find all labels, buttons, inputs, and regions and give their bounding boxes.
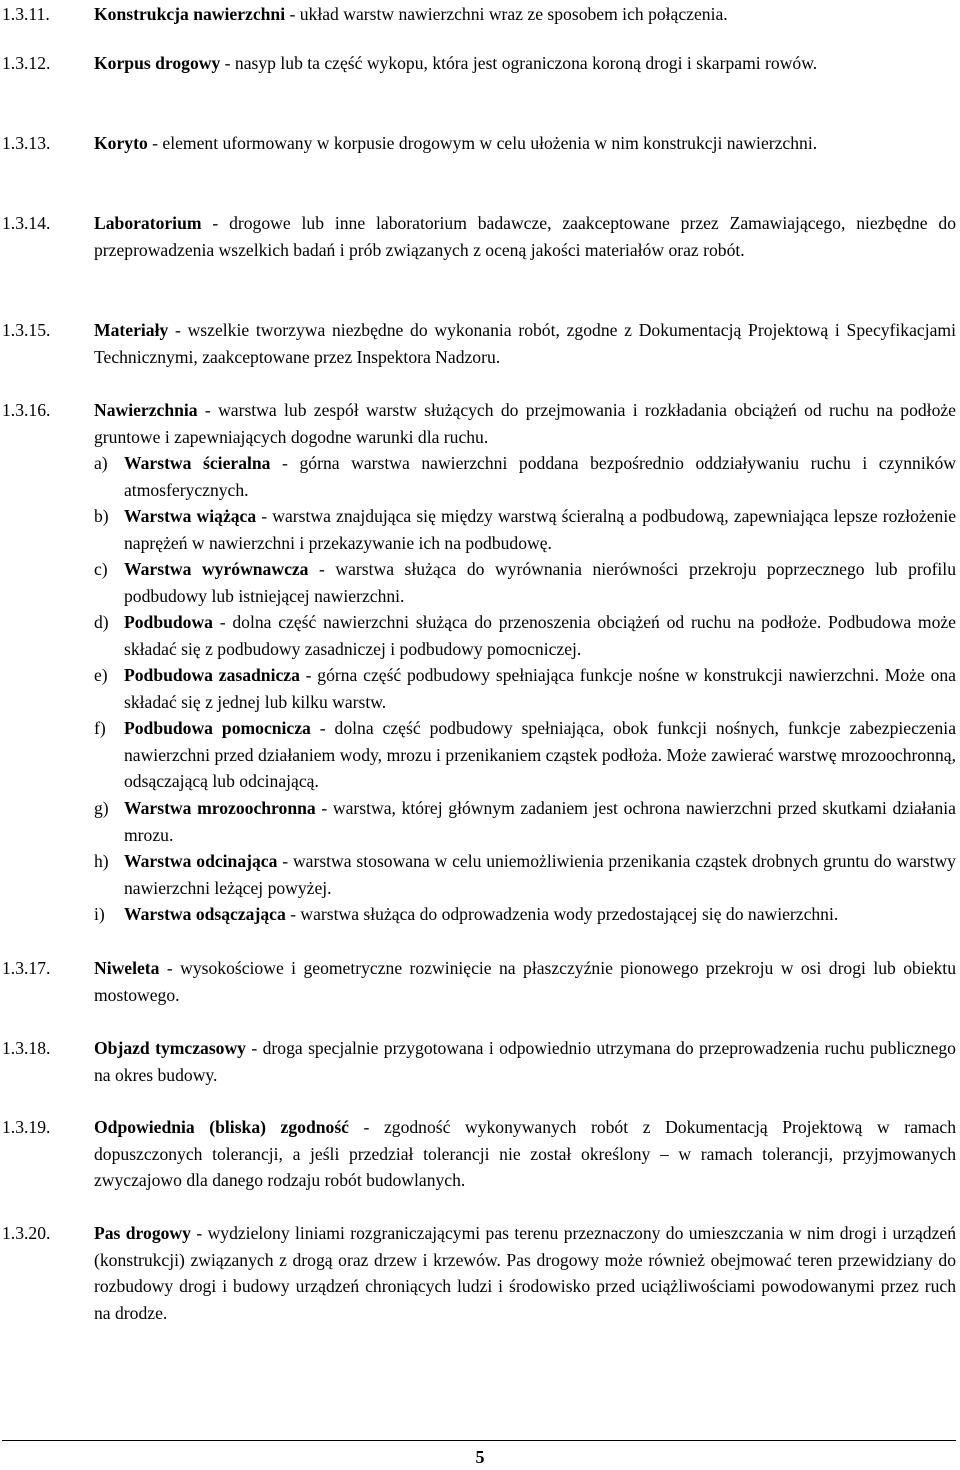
list-item-letter: f) — [94, 718, 106, 738]
entry-text: - nasyp lub ta część wykopu, która jest ograniczona koroną drogi i skarpami rowów. — [220, 53, 818, 73]
list-item-term: Warstwa odcinająca — [124, 851, 278, 871]
list-item-text: - dolna część nawierzchni służąca do przenoszenia obciążeń od ruchu na podłoże. Podbudowa może składać się z podbudowy zasadniczej i podbudowy pomocniczej. — [124, 612, 956, 659]
entry-number: 1.3.12. — [2, 53, 51, 73]
entry-term: Objazd tymczasowy — [94, 1038, 246, 1058]
entry-body — [94, 1220, 956, 1326]
list-item-body — [124, 662, 956, 715]
list-item-text: - górna warstwa nawierzchni poddana bezpośrednio oddziaływaniu ruchu i czynników atmosferycznych. — [124, 453, 957, 500]
entry-body — [94, 1, 956, 28]
list-item-body — [124, 901, 956, 928]
list-item-text: - warstwa stosowana w celu uniemożliwienia przenikania cząstek drobnych gruntu do warstwy nawierzchni leżącej powyżej. — [124, 851, 956, 898]
entry-text: - zgodność wykonywanych robót z Dokumentacją Projektową w ramach dopuszczonych tolerancji, a jeśli przedział tolerancji nie został określony – w ramach tolerancji, przyjmowanych zwyczajowo dla danego rodzaju robót budowlanych. — [94, 1117, 956, 1191]
entry-term: Nawierzchnia — [94, 400, 198, 420]
entry-text: - droga specjalnie przygotowana i odpowiednio utrzymana do przeprowadzenia ruchu publicznego na okres budowy. — [94, 1038, 956, 1085]
list-item-letter: c) — [94, 559, 108, 579]
entry-text: - drogowe lub inne laboratorium badawcze, zaakceptowane przez Zamawiającego, niezbędne do przeprowadzenia wszelkich badań i prób związanych z oceną jakości materiałów oraz robót. — [94, 213, 956, 260]
list-item-term: Podbudowa pomocnicza — [124, 718, 311, 738]
list-item-body — [124, 556, 956, 609]
list-item-letter: e) — [94, 665, 108, 685]
entry-text: - warstwa lub zespół warstw służących do przejmowania i rozkładania obciążeń od ruchu na podłoże gruntowe i zapewniających dogodne warunki dla ruchu. — [94, 400, 956, 447]
entry-term: Koryto — [94, 133, 148, 153]
page-number: 5 — [475, 1447, 485, 1467]
list-item-term: Warstwa wiążąca — [124, 506, 257, 526]
entry-term: Niweleta — [94, 958, 160, 978]
entry-text: - element uformowany w korpusie drogowym w celu ułożenia w nim konstrukcji nawierzchni. — [147, 133, 818, 153]
footer-divider — [2, 1440, 956, 1441]
entry-term: Konstrukcja nawierzchni — [94, 4, 286, 24]
entry-term: Materiały — [94, 320, 169, 340]
entry-body — [94, 50, 956, 77]
entry-number: 1.3.15. — [2, 320, 51, 340]
list-item-term: Warstwa odsączająca — [124, 904, 286, 924]
entry-number: 1.3.13. — [2, 133, 51, 153]
list-item-text: - warstwa służąca do wyrównania nierówności przekroju poprzecznego lub profilu podbudowy lub istniejącej nawierzchni. — [124, 559, 956, 606]
list-item-letter: h) — [94, 851, 109, 871]
entry-number: 1.3.19. — [2, 1117, 51, 1137]
entry-body — [94, 955, 956, 1008]
entry-number: 1.3.18. — [2, 1038, 51, 1058]
list-item-letter: i) — [94, 904, 105, 924]
list-item-text: - warstwa, której głównym zadaniem jest ochrona nawierzchni przed skutkami działania mrozu. — [124, 798, 956, 845]
list-item-term: Warstwa ścieralna — [124, 453, 271, 473]
entry-term: Korpus drogowy — [94, 53, 221, 73]
list-item-text: - warstwa znajdująca się między warstwą ścieralną a podbudową, zapewniająca lepsze rozłożenie naprężeń w nawierzchni i przekazywanie ich na podbudowę. — [124, 506, 957, 553]
list-item-text: - górna część podbudowy spełniająca funkcje nośne w konstrukcji nawierzchni. Może ona składać się z jednej lub kilku warstw. — [124, 665, 956, 712]
entry-body — [94, 1114, 956, 1194]
entry-number: 1.3.14. — [2, 213, 51, 233]
list-item-body — [124, 503, 956, 556]
list-item-term: Podbudowa zasadnicza — [124, 665, 300, 685]
entry-term: Pas drogowy — [94, 1223, 191, 1243]
entry-number: 1.3.16. — [2, 400, 51, 420]
entry-body — [94, 130, 956, 157]
list-item-body — [124, 795, 956, 848]
list-item-body — [124, 848, 956, 901]
entry-body — [94, 397, 956, 450]
list-item-letter: a) — [94, 453, 108, 473]
entry-body — [94, 1035, 956, 1088]
list-item-letter: b) — [94, 506, 109, 526]
entry-term: Laboratorium — [94, 213, 202, 233]
list-item-letter: g) — [94, 798, 109, 818]
entry-text: - układ warstw nawierzchni wraz ze sposobem ich połączenia. — [285, 4, 728, 24]
entry-body — [94, 210, 956, 263]
list-item-letter: d) — [94, 612, 109, 632]
entry-number: 1.3.17. — [2, 958, 51, 978]
list-item-text: - dolna część podbudowy spełniająca, obok funkcji nośnych, funkcje zabezpieczenia nawierzchni przed działaniem wody, mrozu i przenikaniem cząstek podłoża. Może zawierać warstwę mrozoochronną, odsączającą lub odcinającą. — [124, 718, 957, 792]
list-item-text: - warstwa służąca do odprowadzenia wody przedostającej się do nawierzchni. — [285, 904, 839, 924]
list-item-body — [124, 715, 956, 795]
entry-body — [94, 317, 956, 370]
entry-text: - wszelkie tworzywa niezbędne do wykonania robót, zgodne z Dokumentacją Projektową i Specyfikacjami Technicznymi, zaakceptowane przez Inspektora Nadzoru. — [94, 320, 956, 367]
entry-number: 1.3.20. — [2, 1223, 51, 1243]
list-item-body — [124, 450, 956, 503]
entry-number: 1.3.11. — [2, 4, 50, 24]
list-item-body — [124, 609, 956, 662]
entry-text: - wysokościowe i geometryczne rozwinięcie na płaszczyźnie pionowego przekroju w osi drogi lub obiektu mostowego. — [94, 958, 956, 1005]
list-item-term: Podbudowa — [124, 612, 213, 632]
list-item-term: Warstwa wyrównawcza — [124, 559, 309, 579]
entry-text: - wydzielony liniami rozgraniczającymi pas terenu przeznaczony do umieszczania w nim drogi i urządzeń (konstrukcji) związanych z drogą oraz drzew i krzewów. Pas drogowy może również obejmować teren przewidziany do rozbudowy drogi i budowy urządzeń chroniących ludzi i środowisko przed uciążliwościami powodowanymi przez ruch na drodze. — [94, 1223, 957, 1323]
list-item-term: Warstwa mrozoochronna — [124, 798, 316, 818]
entry-term: Odpowiednia (bliska) zgodność — [94, 1117, 349, 1137]
